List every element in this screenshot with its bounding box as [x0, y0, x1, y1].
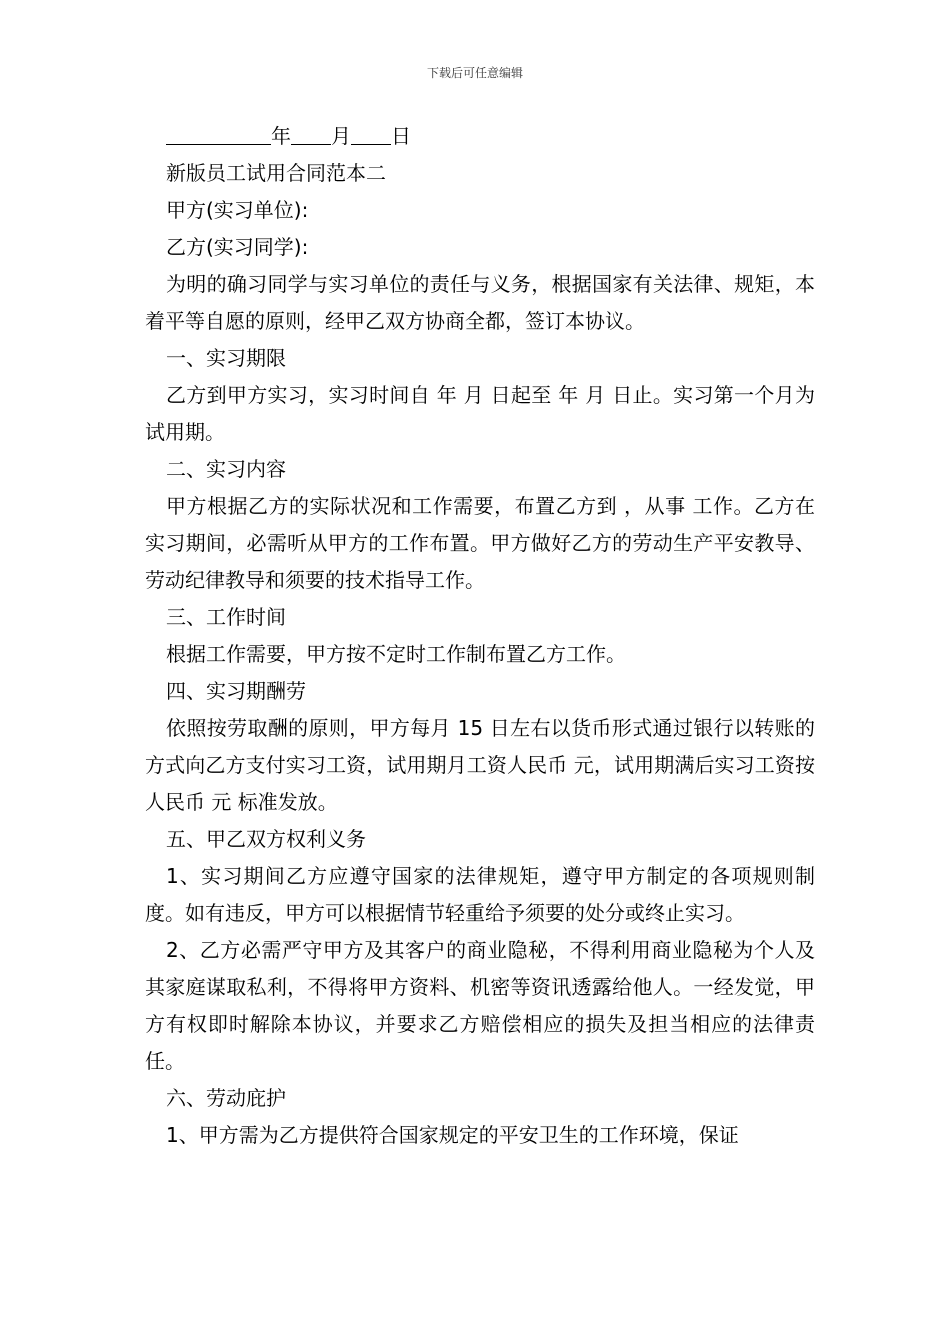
section-heading-remuneration: 四、实习期酬劳 — [166, 679, 306, 703]
section-paragraph: 1、实习期间乙方应遵守国家的法律规矩，遵守甲方制定的各项规则制度。如有违反，甲方可以根据情节轻重给予须要的处分或终止实习。 — [145, 864, 815, 925]
intro-paragraph: 为明的确习同学与实习单位的责任与义务，根据国家有关法律、规矩，本着平等自愿的原则，经甲乙双方协商全都，签订本协议。 — [145, 272, 815, 333]
month-blank — [291, 120, 331, 145]
document-title: 新版员工试用合同范本二 — [166, 161, 386, 185]
section-heading-working-hours: 三、工作时间 — [166, 605, 286, 629]
section-paragraph: 根据工作需要，甲方按不定时工作制布置乙方工作。 — [166, 642, 626, 666]
section-paragraph: 甲方根据乙方的实际状况和工作需要，布置乙方到 ，从事 工作。乙方在实习期间，必需听从甲方的工作布置。甲方做好乙方的劳动生产平安教导、劳动纪律教导和须要的技术指导工作。 — [145, 494, 815, 592]
party-a-label: 甲方(实习单位): — [166, 198, 309, 222]
year-label: 年 — [271, 124, 291, 148]
party-b-label: 乙方(实习同学): — [166, 235, 309, 259]
year-blank — [166, 120, 271, 145]
section-heading-term: 一、实习期限 — [166, 346, 286, 370]
page-header-note: 下载后可任意编辑 — [426, 66, 523, 80]
section-paragraph: 依照按劳取酬的原则，甲方每月 15 日左右以货币形式通过银行以转账的方式向乙方支付实习工资，试用期月工资人民币 元，试用期满后实习工资按人民币 元 标准发放。 — [145, 716, 815, 814]
section-heading-labor-protection: 六、劳动庇护 — [166, 1086, 286, 1110]
section-paragraph: 1、甲方需为乙方提供符合国家规定的平安卫生的工作环境，保证 — [166, 1123, 739, 1147]
section-paragraph: 2、乙方必需严守甲方及其客户的商业隐秘，不得利用商业隐秘为个人及其家庭谋取私利，不得将甲方资料、机密等资讯透露给他人。一经发觉，甲方有权即时解除本协议，并要求乙方赔偿相应的损失及担当相应的法律责任。 — [145, 938, 815, 1073]
section-heading-content: 二、实习内容 — [166, 457, 286, 481]
day-blank — [351, 120, 391, 145]
section-heading-rights-obligations: 五、甲乙双方权利义务 — [166, 827, 366, 851]
day-label: 日 — [391, 124, 411, 148]
section-paragraph: 乙方到甲方实习，实习时间自 年 月 日起至 年 月 日止。实习第一个月为试用期。 — [145, 383, 815, 444]
month-label: 月 — [331, 124, 351, 148]
date-line — [145, 118, 815, 155]
document-body — [145, 118, 815, 1154]
